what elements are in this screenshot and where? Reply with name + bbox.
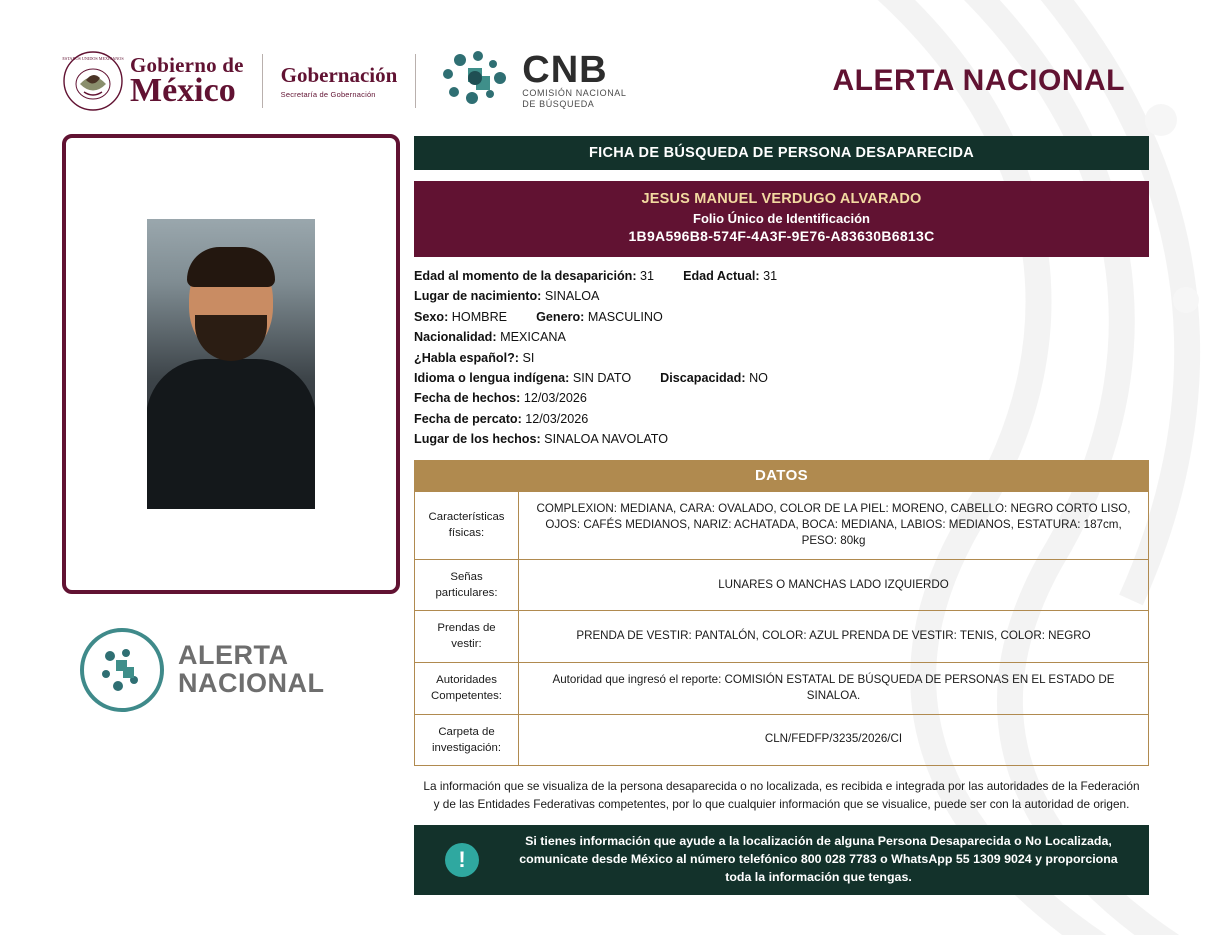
lugar-hechos-value: SINALOA NAVOLATO xyxy=(544,432,669,447)
fecha-percato-value: 12/03/2026 xyxy=(525,411,589,426)
row-label: Señas particulares: xyxy=(415,559,519,610)
alerta-nacional-emblem-icon xyxy=(80,628,164,712)
row-value: CLN/FEDFP/3235/2026/CI xyxy=(519,714,1149,765)
fact-row-habla-espanol xyxy=(414,348,1149,368)
gobierno-de-mexico-logo xyxy=(124,52,244,109)
edad-actual-value: 31 xyxy=(763,269,778,283)
page-title: ALERTA NACIONAL xyxy=(832,64,1125,97)
footer-icon-cell xyxy=(414,843,510,877)
photo-frame xyxy=(62,134,400,594)
sexo-label: Sexo: xyxy=(414,309,449,324)
fecha-hechos-value: 12/03/2026 xyxy=(523,391,587,406)
cnb-sub-line2: DE BÚSQUEDA xyxy=(522,99,595,110)
photo-beard xyxy=(195,315,267,361)
genero-value: MASCULINO xyxy=(587,309,663,324)
person-name: JESUS MANUEL VERDUGO ALVARADO xyxy=(641,191,922,207)
contact-message: Si tienes información que ayude a la localización de alguna Persona Desaparecida o No Localizada, comunicate desde México al número telefónico 800 028 7783 o WhatsApp 55 1309 9024 y proporciona toda la información que tengas. xyxy=(519,834,1118,885)
fecha-percato-label: Fecha de percato: xyxy=(414,411,522,426)
row-label: Características físicas: xyxy=(415,491,519,559)
row-label: Autoridades Competentes: xyxy=(415,662,519,714)
nacionalidad-label: Nacionalidad: xyxy=(414,330,497,345)
gobernacion-label: Gobernación xyxy=(280,63,398,87)
row-value: Autoridad que ingresó el reporte: COMISIÓN ESTATAL DE BÚSQUEDA DE PERSONAS EN EL ESTADO DE SINALOA. xyxy=(519,662,1149,714)
person-identity-band xyxy=(414,181,1149,257)
nacionalidad-value: MEXICANA xyxy=(500,330,566,345)
edad-actual-label: Edad Actual: xyxy=(683,269,760,283)
row-label: Carpeta de investigación: xyxy=(415,714,519,765)
fact-row-lugar-hechos xyxy=(414,429,1149,449)
datos-table xyxy=(414,491,1149,766)
idioma-label: Idioma o lengua indígena: xyxy=(414,370,570,385)
discapacidad-value: NO xyxy=(749,370,768,385)
folio-value: 1B9A596B8-574F-4A3F-9E76-A83630B6813C xyxy=(628,228,935,245)
table-row xyxy=(415,491,1149,559)
alerta-logo-line2: NACIONAL xyxy=(178,668,325,698)
header-divider-1 xyxy=(262,54,263,108)
row-label: Prendas de vestir: xyxy=(415,611,519,662)
page-header xyxy=(62,42,1149,120)
row-value: COMPLEXION: MEDIANA, CARA: OVALADO, COLOR DE LA PIEL: MORENO, CABELLO: NEGRO CORTO LISO, OJOS: CAFÉS MEDIANOS, NARIZ: ACHATADA, BOCA: MEDIANA, LABIOS: MEDIANOS, ESTATURA: 187cm, PESO: 80kg xyxy=(519,491,1149,559)
table-row xyxy=(415,714,1149,765)
cnb-emblem-icon xyxy=(438,48,512,115)
table-row xyxy=(415,559,1149,610)
row-value: PRENDA DE VESTIR: PANTALÓN, COLOR: AZUL PRENDA DE VESTIR: TENIS, COLOR: NEGRO xyxy=(519,611,1149,662)
gob-line1: Gobierno de xyxy=(130,52,244,77)
gob-line2: México xyxy=(130,71,236,109)
photo-shirt xyxy=(147,359,315,509)
gobernacion-sublabel: Secretaría de Gobernación xyxy=(280,90,376,99)
lugar-nacimiento-label: Lugar de nacimiento: xyxy=(414,289,542,304)
contact-footer xyxy=(414,825,1149,895)
gobernacion-logo xyxy=(281,63,398,99)
mexican-coat-of-arms-icon xyxy=(62,50,124,112)
lugar-nacimiento-value: SINALOA xyxy=(544,289,600,304)
fact-row-nacionalidad xyxy=(414,327,1149,347)
photo-hair xyxy=(187,247,275,287)
facts-list xyxy=(414,266,1149,450)
edad-desaparicion-value: 31 xyxy=(640,269,655,283)
cnb-acronym: CNB xyxy=(522,48,608,91)
exclamation-icon: ! xyxy=(445,843,479,877)
alerta-nacional-logo xyxy=(62,628,400,712)
left-column xyxy=(62,134,414,895)
habla-espanol-value: SI xyxy=(522,350,535,365)
row-value: LUNARES O MANCHAS LADO IZQUIERDO xyxy=(519,559,1149,610)
cnb-logo xyxy=(434,48,626,115)
table-row xyxy=(415,611,1149,662)
lugar-hechos-label: Lugar de los hechos: xyxy=(414,432,541,447)
svg-text:ESTADOS UNIDOS MEXICANOS: ESTADOS UNIDOS MEXICANOS xyxy=(62,56,124,61)
idioma-value: SIN DATO xyxy=(572,370,632,385)
datos-section-title: DATOS xyxy=(414,460,1149,491)
fact-row-edad xyxy=(414,266,1149,286)
fact-row-sexo-genero xyxy=(414,307,1149,327)
missing-person-photo xyxy=(147,219,315,509)
cnb-sub-line1: COMISIÓN NACIONAL xyxy=(522,87,627,98)
discapacidad-label: Discapacidad: xyxy=(660,370,746,385)
edad-desaparicion-label: Edad al momento de la desaparición: xyxy=(414,269,637,283)
right-column xyxy=(414,134,1149,895)
content-row xyxy=(62,134,1149,895)
habla-espanol-label: ¿Habla español?: xyxy=(414,350,519,365)
fact-row-fecha-percato xyxy=(414,409,1149,429)
genero-label: Genero: xyxy=(536,309,585,324)
disclaimer-text: La información que se visualiza de la persona desaparecida o no localizada, es recibida e integrada por las autoridades de la Federación y de las Entidades Federativas competentes, por lo que cualquier información que se visualice, puede ser con la autoridad de origen. xyxy=(423,778,1140,811)
fact-row-idioma-discapacidad xyxy=(414,368,1149,388)
folio-label: Folio Único de Identificación xyxy=(693,210,870,226)
sexo-value: HOMBRE xyxy=(451,309,508,324)
fact-row-fecha-hechos xyxy=(414,388,1149,408)
fact-row-lugar-nacimiento xyxy=(414,286,1149,306)
header-divider-2 xyxy=(415,54,416,108)
fecha-hechos-label: Fecha de hechos: xyxy=(414,391,521,406)
sheet-banner: FICHA DE BÚSQUEDA DE PERSONA DESAPARECIDA xyxy=(414,136,1149,170)
table-row xyxy=(415,662,1149,714)
alerta-logo-line1: ALERTA xyxy=(178,640,289,671)
